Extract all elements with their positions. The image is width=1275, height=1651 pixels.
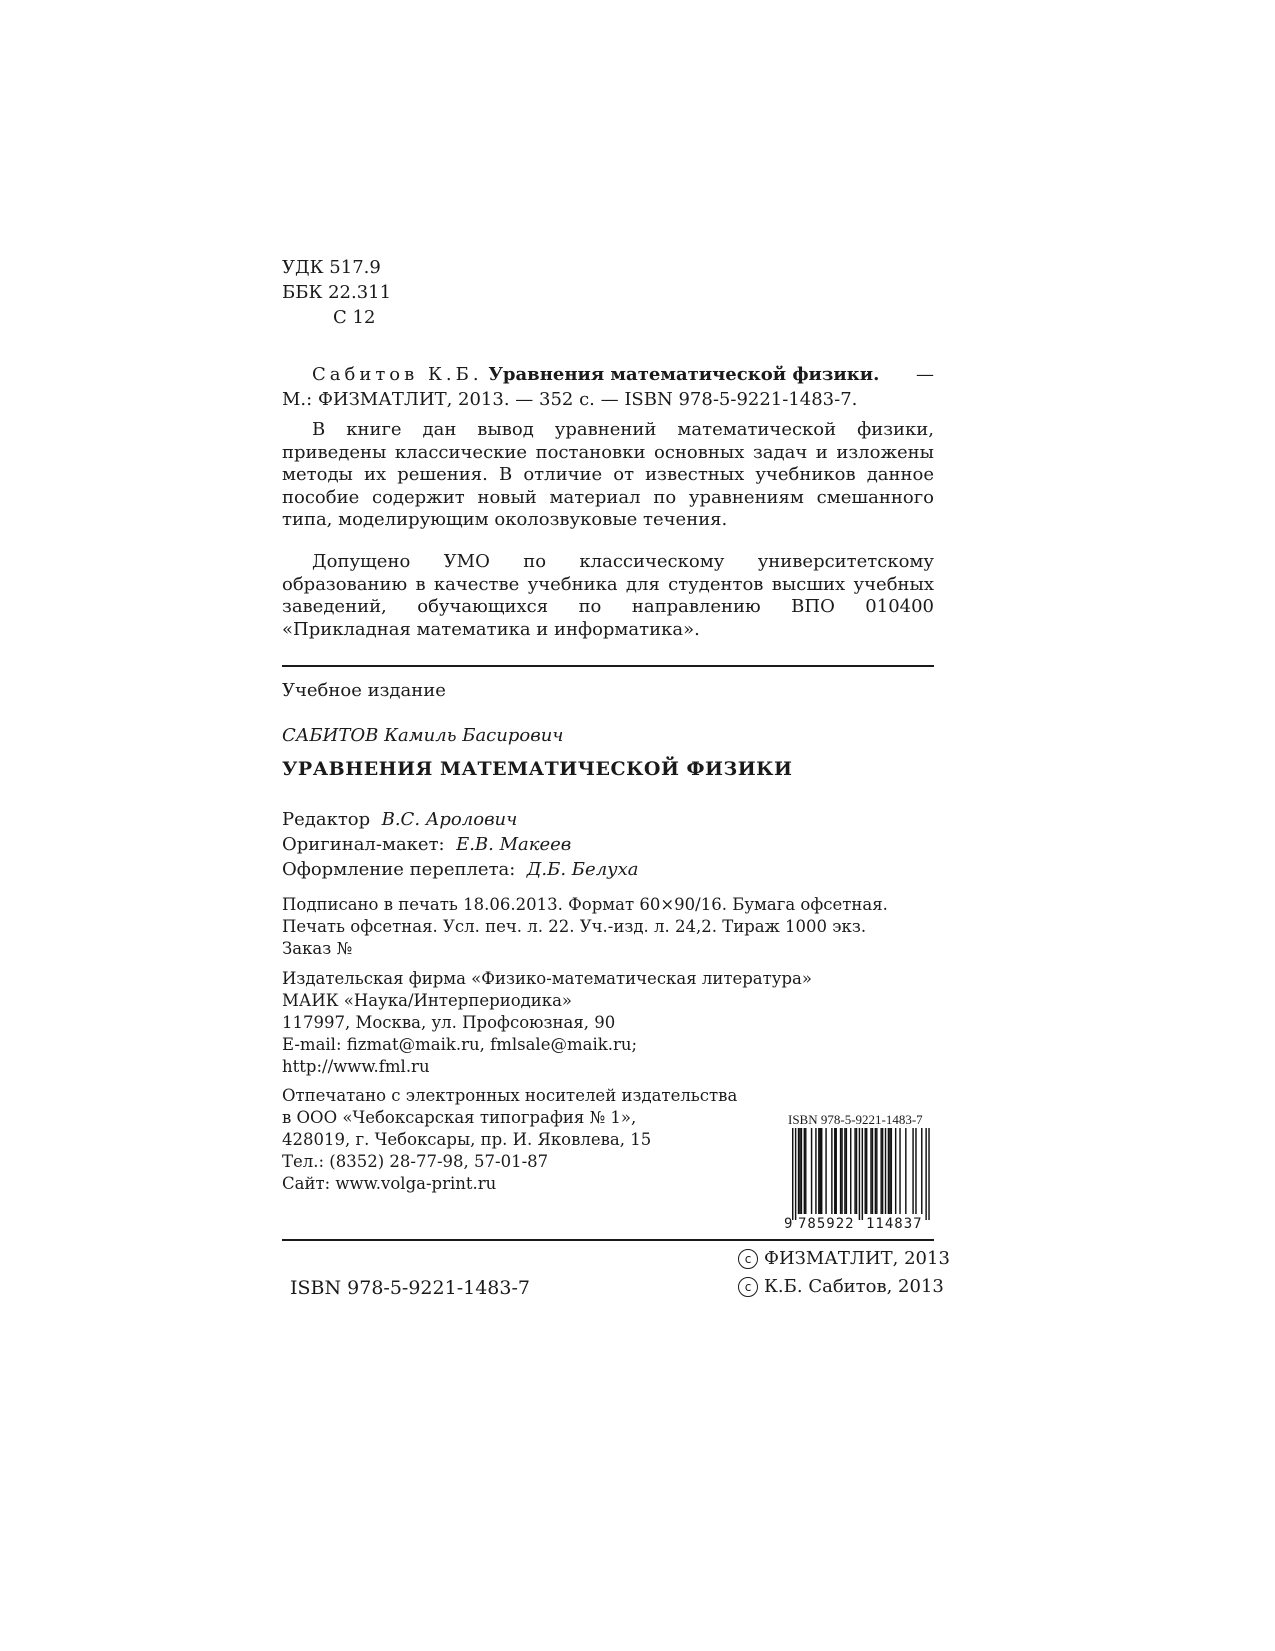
barcode-bar	[818, 1128, 819, 1214]
barcode-bar	[912, 1128, 913, 1214]
barcode-bar	[870, 1128, 871, 1214]
publisher-line: Издательская фирма «Физико-математическая литература»	[282, 969, 812, 988]
barcode-right-group: 114837	[866, 1216, 923, 1232]
bib-dash: —	[916, 364, 934, 385]
barcode-bar	[854, 1128, 855, 1214]
barcode-bar	[795, 1128, 796, 1220]
barcode-bar	[836, 1128, 837, 1214]
barcode-bar	[866, 1128, 867, 1214]
bib-author: Сабитов К.Б.	[312, 364, 483, 385]
publisher-info	[282, 968, 812, 1078]
barcode-bar	[859, 1128, 860, 1220]
barcode-bar	[841, 1128, 842, 1214]
barcode-bar	[888, 1128, 889, 1214]
colophon-author	[282, 723, 563, 748]
approval-paragraph: Допущено УМО по классическому университетскому образованию в качестве учебника для студентов высших учебных заведений, обучающихся по направлению ВПО 010400 «Прикладная математика и информатика».	[282, 551, 934, 640]
printer-line: в ООО «Чебоксарская типография № 1»,	[282, 1108, 637, 1127]
barcode-bar	[804, 1128, 805, 1214]
bbk-code: ББК 22.311	[282, 282, 392, 303]
print-info-line: Подписано в печать 18.06.2013. Формат 60×90/16. Бумага офсетная.	[282, 895, 888, 914]
printer-info	[282, 1085, 737, 1195]
isbn-barcode	[784, 1112, 934, 1236]
divider-bottom	[282, 1239, 934, 1241]
barcode-bar	[834, 1128, 835, 1214]
barcode-isbn-label: ISBN 978-5-9221-1483-7	[788, 1112, 923, 1127]
credit-editor: Редактор В.С. Аролович	[282, 809, 518, 830]
bib-imprint: М.: ФИЗМАТЛИТ, 2013. — 352 с. — ISBN 978-5-9221-1483-7.	[282, 389, 858, 410]
barcode-bar	[805, 1128, 806, 1214]
barcode-bar	[850, 1128, 851, 1214]
publisher-email: E-mail: fizmat@maik.ru, fmlsale@maik.ru;	[282, 1035, 638, 1054]
author-surname: САБИТОВ	[282, 725, 379, 746]
barcode-bar	[831, 1128, 832, 1214]
barcode-bar	[880, 1128, 881, 1214]
bib-title: Уравнения математической физики.	[488, 364, 880, 385]
barcode-bar	[856, 1128, 857, 1214]
barcode-bar	[811, 1128, 812, 1214]
footer-isbn: ISBN 978-5-9221-1483-7	[290, 1277, 530, 1299]
divider-top	[282, 665, 934, 667]
barcode-bar	[915, 1128, 916, 1214]
credits	[282, 807, 638, 882]
publisher-website: http://www.fml.ru	[282, 1057, 430, 1076]
annotation-paragraph: В книге дан вывод уравнений математической физики, приведены классические постановки основных задач и изложены методы их решения. В отличие от известных учебников данное пособие содержит новый материал по уравнениям смешанного типа, моделирующим околозвуковые течения.	[282, 419, 934, 531]
barcode-bar	[925, 1128, 926, 1220]
print-info	[282, 894, 888, 960]
barcode-bar	[865, 1128, 866, 1214]
printer-line: Сайт: www.volga-print.ru	[282, 1174, 497, 1193]
author-name: Камиль Басирович	[384, 725, 564, 746]
credit-cover: Оформление переплета: Д.Б. Белуха	[282, 859, 639, 880]
barcode-left-group: 785922	[798, 1216, 855, 1232]
credit-layout: Оригинал-макет: Е.В. Макеев	[282, 834, 572, 855]
barcode-bar	[840, 1128, 841, 1214]
barcode-bar	[891, 1128, 892, 1214]
barcode-bar	[875, 1128, 876, 1214]
barcode-bar	[825, 1128, 826, 1214]
book-title: УРАВНЕНИЯ МАТЕМАТИЧЕСКОЙ ФИЗИКИ	[282, 758, 793, 780]
barcode-bar	[798, 1128, 799, 1214]
printer-line: Отпечатано с электронных носителей издательства	[282, 1086, 738, 1105]
barcode-bar	[882, 1128, 883, 1214]
bibliographic-record	[282, 362, 934, 412]
copyright-icon: c	[738, 1277, 758, 1297]
barcode-bar	[872, 1128, 873, 1214]
barcode-bar	[921, 1128, 922, 1214]
barcode-bar	[821, 1128, 822, 1214]
barcode-first-digit: 9	[784, 1216, 794, 1232]
barcode-bar	[801, 1128, 802, 1214]
copyright-author: c К.Б. Сабитов, 2013	[738, 1273, 944, 1301]
printer-line: Тел.: (8352) 28-77-98, 57-01-87	[282, 1152, 549, 1171]
barcode-bar	[799, 1128, 800, 1214]
barcode-bar	[928, 1128, 929, 1220]
barcode-bar	[876, 1128, 877, 1214]
publisher-line: 117997, Москва, ул. Профсоюзная, 90	[282, 1013, 616, 1032]
barcode-bar	[792, 1128, 793, 1220]
barcode-bar	[844, 1128, 845, 1214]
barcode-bar	[820, 1128, 821, 1214]
author-sign-code: С 12	[333, 307, 376, 328]
barcode-bar	[885, 1128, 886, 1214]
barcode-bar	[905, 1128, 906, 1214]
copyright-publisher: c ФИЗМАТЛИТ, 2013	[738, 1245, 950, 1273]
edition-type: Учебное издание	[282, 680, 446, 701]
printer-line: 428019, г. Чебоксары, пр. И. Яковлева, 15	[282, 1130, 652, 1149]
barcode-bar	[895, 1128, 896, 1214]
print-info-line: Заказ №	[282, 939, 353, 958]
barcode-bar	[862, 1128, 863, 1220]
barcode-bar	[899, 1128, 900, 1214]
barcode-bar	[846, 1128, 847, 1214]
barcode-bar	[889, 1128, 890, 1214]
copyright-icon: c	[738, 1249, 758, 1269]
print-info-line: Печать офсетная. Усл. печ. л. 22. Уч.-изд. л. 24,2. Тираж 1000 экз.	[282, 917, 867, 936]
publisher-line: МАИК «Наука/Интерпериодика»	[282, 991, 573, 1010]
udk-code: УДК 517.9	[282, 257, 381, 278]
barcode-bar	[815, 1128, 816, 1214]
